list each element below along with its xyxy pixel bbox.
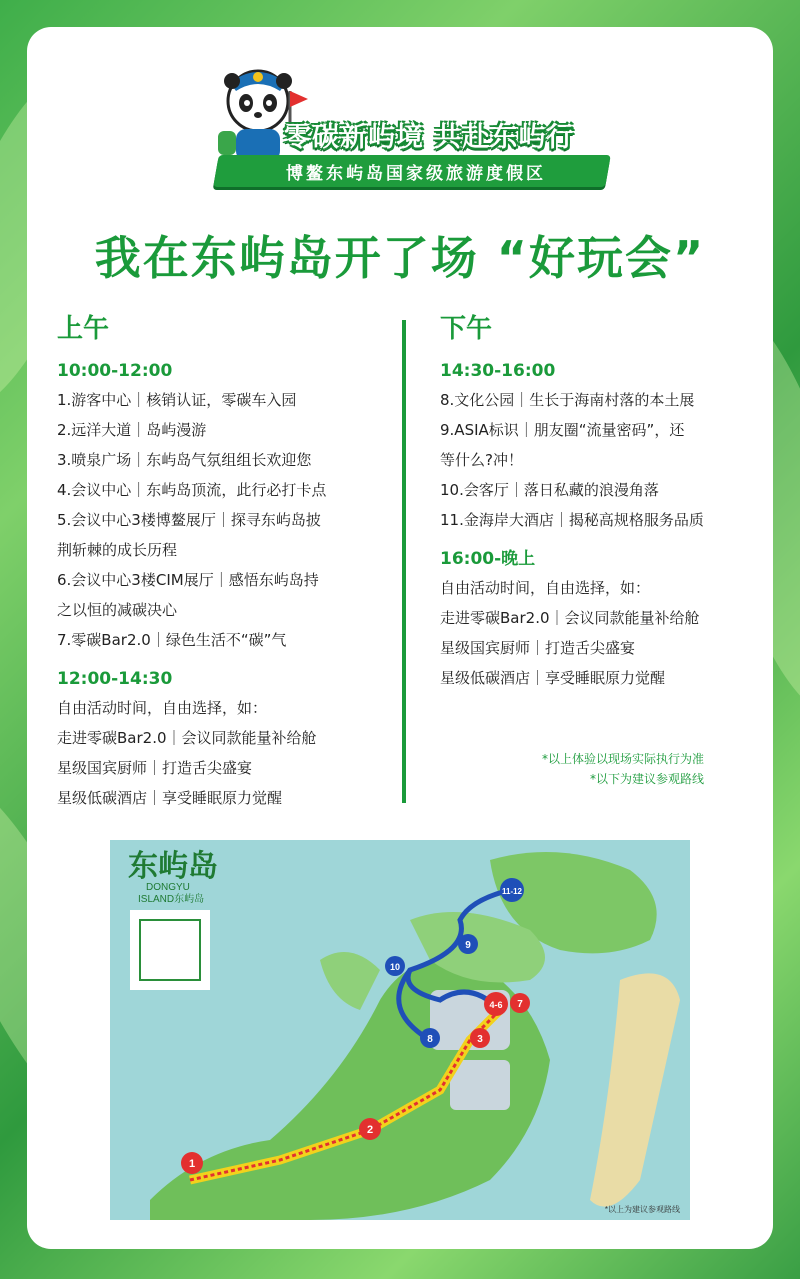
resort-subtitle: 博鳌东屿岛国家级旅游度假区: [286, 164, 546, 184]
schedule-item: 6.会议中心3楼CIM展厅｜感悟东屿岛持: [57, 571, 319, 589]
schedule-item: 3.喷泉广场｜东屿岛气氛组组长欢迎您: [57, 451, 312, 469]
schedule-item: 星级低碳酒店｜享受睡眠原力觉醒: [440, 669, 666, 687]
schedule-item: 1.游客中心｜核销认证，零碳车入园: [57, 391, 297, 409]
map-pin-blue: [500, 878, 524, 902]
svg-text:3: 3: [477, 1034, 483, 1045]
morning-schedule: [57, 305, 387, 813]
svg-text:10: 10: [389, 962, 401, 972]
time-slot: 14:30-16:00: [440, 361, 556, 381]
svg-text:2: 2: [366, 1124, 374, 1136]
schedule-item: 5.会议中心3楼博鳌展厅｜探寻东屿岛披: [57, 511, 321, 529]
map-pin-red: [470, 1028, 490, 1048]
schedule-item: 星级国宾厨师｜打造舌尖盛宴: [440, 639, 636, 657]
slogan: 零碳新屿境 共赴东屿行: [284, 122, 575, 153]
svg-text:8: 8: [427, 1034, 433, 1045]
schedule-item: 10.会客厅｜落日私藏的浪漫角落: [440, 481, 659, 499]
map-pin-red: [181, 1152, 203, 1174]
schedule-item: 9.ASIA标识｜朋友圈“流量密码”，还: [440, 421, 685, 439]
map-logo-cn: 东屿岛: [128, 849, 218, 884]
map-pin-blue: [420, 1028, 440, 1048]
svg-text:11-12: 11-12: [501, 887, 523, 896]
schedule-item: 走进零碳Bar2.0｜会议同款能量补给舱: [57, 729, 317, 747]
map-pin-red: [359, 1118, 381, 1140]
svg-text:1: 1: [188, 1158, 196, 1170]
note-line: *以下为建议参观路线: [589, 772, 704, 786]
schedule-item: 星级低碳酒店｜享受睡眠原力觉醒: [57, 789, 283, 807]
note-line: *以上体验以现场实际执行为准: [541, 752, 704, 766]
map-logo-en-2: ISLAND东屿岛: [138, 894, 205, 905]
schedule-item: 8.文化公园｜生长于海南村落的本土展: [440, 391, 695, 409]
island-route-map: [110, 840, 690, 1220]
time-slot: 10:00-12:00: [57, 361, 173, 381]
header-logo: [196, 55, 616, 200]
map-pin-red: [484, 992, 508, 1016]
schedule-item: 2.远洋大道｜岛屿漫游: [57, 421, 207, 439]
schedule-item: 等什么?冲！: [440, 451, 523, 469]
schedule-item: 之以恒的减碳决心: [57, 601, 178, 619]
schedule-item: 自由活动时间，自由选择，如：: [57, 699, 268, 717]
notes: [480, 749, 704, 789]
svg-text:9: 9: [465, 940, 471, 951]
schedule-item: 7.零碳Bar2.0｜绿色生活不“碳”气: [57, 631, 287, 649]
map-footnote: *以上为建议参观路线: [604, 1205, 680, 1214]
column-divider: [402, 320, 406, 803]
map-svg: [110, 840, 690, 1220]
schedule-item: 自由活动时间，自由选择，如：: [440, 579, 651, 597]
time-slot: 12:00-14:30: [57, 669, 173, 689]
morning-heading: 上午: [57, 314, 110, 344]
schedule-item: 走进零碳Bar2.0｜会议同款能量补给舱: [440, 609, 700, 627]
map-pin-blue: [385, 956, 405, 976]
afternoon-schedule: [440, 305, 770, 693]
schedule-item: 星级国宾厨师｜打造舌尖盛宴: [57, 759, 253, 777]
map-pin-red: [510, 993, 530, 1013]
map-pin-blue: [458, 934, 478, 954]
schedule-item: 4.会议中心｜东屿岛顶流，此行必打卡点: [57, 481, 327, 499]
svg-text:7: 7: [517, 999, 523, 1010]
svg-text:4-6: 4-6: [489, 1000, 503, 1010]
schedule-item: 荆斩棘的成长历程: [57, 541, 178, 559]
time-slot: 16:00-晚上: [440, 549, 536, 569]
map-logo-en-1: DONGYU: [146, 882, 190, 893]
afternoon-heading: 下午: [440, 314, 493, 344]
page-title: 我在东屿岛开了场 “好玩会”: [94, 231, 706, 285]
schedule-item: 11.金海岸大酒店｜揭秘高规格服务品质: [440, 511, 704, 529]
